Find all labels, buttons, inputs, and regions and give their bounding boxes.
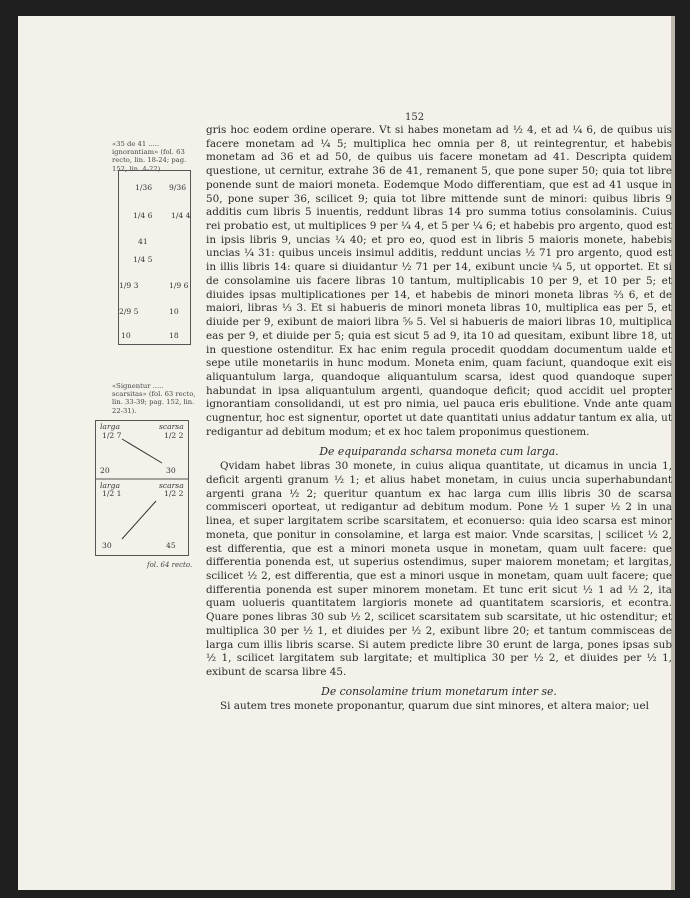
page-number: 152 xyxy=(405,112,425,123)
paragraph: gris hoc eodem ordine operare. Vt si habes monetam ad ½ 4, et ad ¼ 6, de quibus uis facere monetam ad ¼ 5; multiplica hec omnia per 8, ut reintegrentur, et habebis monetam ad 36 et ad 50, de quibus uis facere monetam ad 41. Descripta quidem questione, ut cernitur, extrahe 36 de 41, remanent 5, que pone super 50; quia tot libre ponende sunt de maiori moneta. Eodemque Modo differentiam, que est ad 41 usque in 50, pone super 36, scilicet 9; quia tot libre mittende sunt de minori: quibus libris 9 additis cum libris 5 inuentis, reddunt libras 14 pro summa totius consolaminis. Cuius rei probatio est, ut multiplices 9 per ¼ 4, et 5 per ¼ 6; et habebis pro argento, quod est in ipsis libris 9, uncias ¼ 40; et pro eo, quod est in libris 5 maioris monete, habebis uncias ¼ 31: quibus unceis insimul additis, reddunt uncias ½ 71 pro argento, quod est in illis libris 14: quare si diuidantur ½ 71 per 14, exibunt uncie ¼ 5, ut opportet. Et si de consolamine uis facere libras 10 tantum, multiplicabis 10 per 9, et 10 per 5; et diuides ipsas multiplicationes per 14, et habebis de minori moneta libras ⅔ 6, et de maiori, libras ⅓ 3. Et si habueris de minori moneta libras 10, multiplica eas per 5, et diuide per 9, exibunt de maiori libra ⁵⁄₉ 5. Vel si habueris de maiori libras 10, multiplica eas per 9, et diuide per 5; quia est sicut 5 ad 9, ita 10 ad quesitam, exibunt libre 18, ut in questione ostenditur. Ex hac enim regula procedit quoddam documentum ualde et sepe utile monetariis in hunc modum. Moneta enim, quam faciunt, quandoque exit eis aliquantulum larga, quandoque aliquantulum scarsa, idest quod quandoque super habundat in ipsa aliquantulum argenti, quandoque deficit; quod accidit uel propter ignorantiam consolidandi, ut est pro nimia, uel pauca eris ebulitione. Vnde ante quam cugnentur, hoc est signentur, oportet ut date quantitati unius addatur tantum ex alia, ut redigantur ad debitum modum; et ex hoc talem proponimus questionem. xyxy=(206,124,672,438)
fig2-value: 1/2 7 xyxy=(102,431,122,440)
fig2-value: 1/2 1 xyxy=(102,489,122,498)
fig1-cell: 18 xyxy=(169,331,179,340)
fig1-cell: 41 xyxy=(138,237,148,246)
margin-note-2: «Signentur ..... scarsitas» (fol. 63 recto, lin. 33-39; pag. 152, lin. 22-31). xyxy=(112,382,196,415)
fig1-cell: 1/9 6 xyxy=(169,281,189,290)
fig2-label: larga xyxy=(100,481,120,490)
fig2-value: 1/2 2 xyxy=(164,431,184,440)
section-title: De equiparanda scharsa moneta cum larga. xyxy=(319,444,559,458)
fig2-value: 20 xyxy=(100,466,110,475)
fig2-value: 30 xyxy=(102,541,112,550)
fig1-cell: 2/9 5 xyxy=(119,307,139,316)
paragraph: Si autem tres monete proponantur, quarum due sint minores, et altera maior; uel xyxy=(220,700,649,713)
fig2-value: 30 xyxy=(166,466,176,475)
fig2-value: 45 xyxy=(166,541,176,550)
fig1-cell: 1/36 xyxy=(135,183,153,192)
margin-note-1: «35 de 41 ..... ignorantiam» (fol. 63 recto, lin. 18-24; pag. 152, lin. 4-22). xyxy=(112,140,187,173)
figure-1 xyxy=(118,170,191,345)
paragraph: Qvidam habet libras 30 monete, in cuius aliqua quantitate, ut dicamus in uncia 1, deficit argenti granum ½ 1; et alius habet monetam, in cuius uncia superhabundant argenti grana ½ 2; queritur quantum ex hac larga cum illis libris 30 de scarsa commisceri oporteat, ut redigantur ad debitum modum. Pone ½ 1 super ½ 2 in una linea, et super largitatem scribe scarsitatem, et econuerso: quia ideo scarsa est minor moneta, que ponitur in consolamine, et larga est maior. Vnde scarsitas, | scilicet ½ 2, est differentia, que est a minori moneta usque in monetam, quam uult facere: que differentia ponenda est, ut superius ostendimus, super maiorem monetam; et largitas, scilicet ½ 2, est differentia, que est a minori usque in monetam, quam uult facere; que differentia ponenda est super minorem monetam. Et tunc erit sicut ½ 1 ad ½ 2, ita quam uolueris quantitatem largioris monete ad quantitatem scarsioris, et econtra. Quare pones libras 30 sub ½ 2, scilicet scarsitatem sub scarsitate, ut hic ostenditur; et multiplica 30 per ½ 1, et diuides per ½ 2, exibunt libre 20; et tantum commisceas de larga cum illis libris scarse. Si autem predicte libre 30 erunt de larga, pones ipsas sub ½ 1, scilicet largitatem sub largitate; et multiplica 30 per ½ 2, et diuides per ½ 1, exibunt de scarsa libre 45. xyxy=(206,460,672,679)
fig1-cell: 10 xyxy=(121,331,131,340)
figure-2 xyxy=(95,420,189,556)
figure-caption: fol. 64 recto. xyxy=(147,561,193,569)
fig2-value: 1/2 2 xyxy=(164,489,184,498)
fig1-cell: 1/4 4 xyxy=(171,211,191,220)
fig2-label: larga xyxy=(100,422,120,431)
fig1-cell: 1/4 6 xyxy=(133,211,153,220)
fig2-label: scarsa xyxy=(159,481,184,490)
fig1-cell: 1/4 5 xyxy=(133,255,153,264)
fig1-cell: 9/36 xyxy=(169,183,187,192)
fig1-cell: 10 xyxy=(169,307,179,316)
section-title: De consolamine trium monetarum inter se. xyxy=(321,684,557,698)
fig1-cell: 1/9 3 xyxy=(119,281,139,290)
main-text xyxy=(206,124,672,714)
fig2-label: scarsa xyxy=(159,422,184,431)
